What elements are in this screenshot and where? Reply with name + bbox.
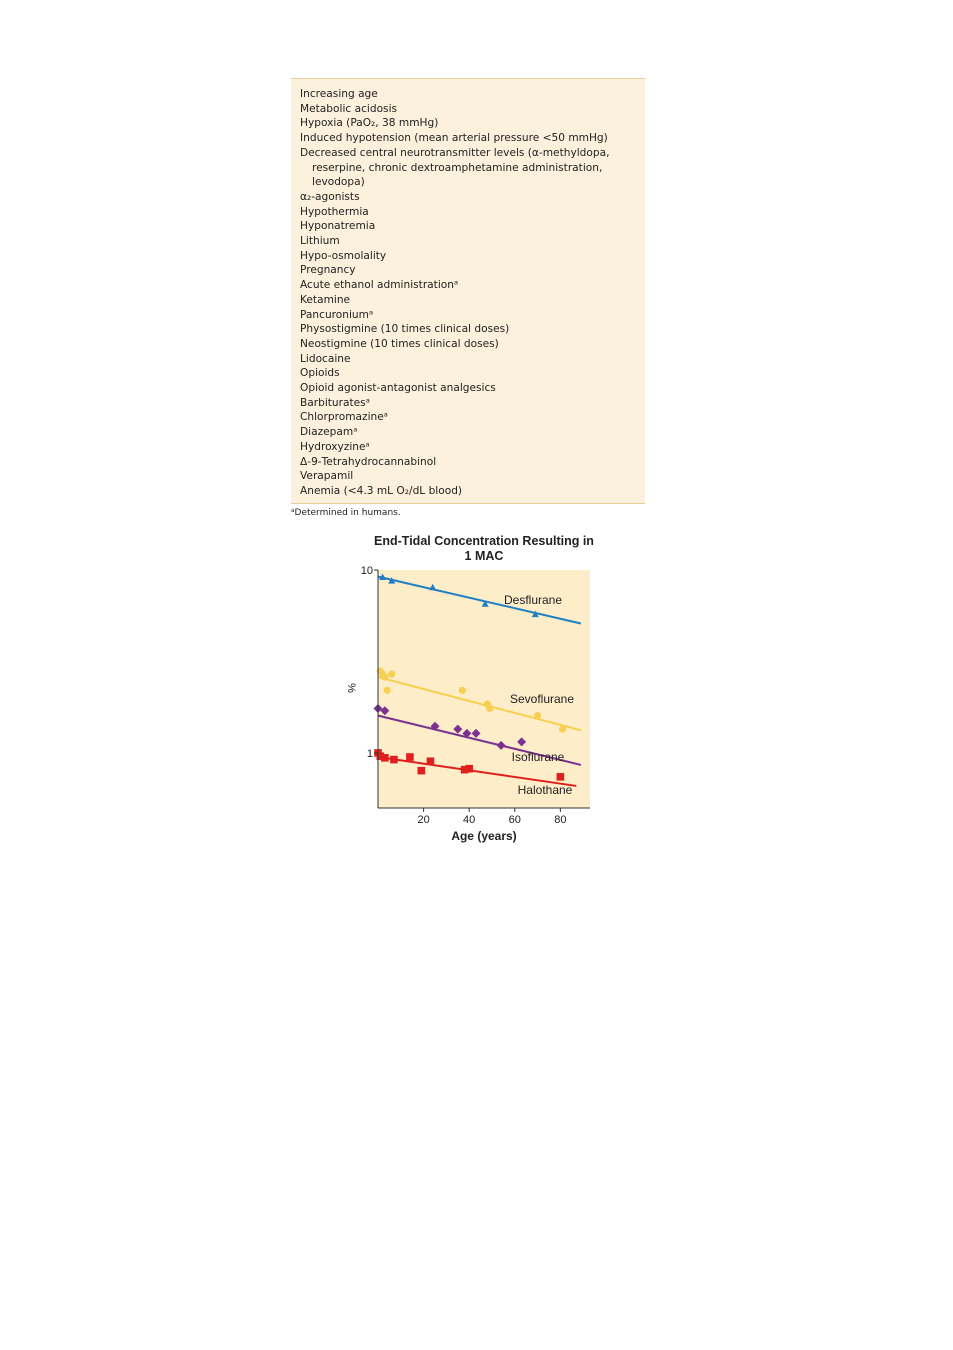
table-item: Chlorpromazineᵃ (300, 411, 388, 424)
halothane-point (557, 773, 565, 781)
desflurane-label: Desflurane (503, 593, 563, 607)
halothane-point (418, 767, 426, 775)
table-item: Hydroxyzineᵃ (300, 440, 370, 453)
mac-age-chart (330, 530, 620, 850)
table-item: Increasing age (300, 88, 378, 100)
table-item: Verapamil (300, 470, 354, 483)
x-tick-label: 80 (554, 814, 567, 826)
table-item: Hypoxia (PaO₂, 38 mmHg) (300, 117, 439, 130)
table-item: Pregnancy (300, 264, 356, 277)
factors-list (300, 87, 609, 499)
halothane-point (390, 756, 398, 764)
halothane-point (406, 753, 414, 761)
table-item: Diazepamᵃ (300, 426, 358, 439)
table-item: Pancuroniumᵃ (300, 308, 374, 321)
table-item: Hyponatremia (300, 220, 376, 233)
table-item: α₂-agonists (300, 190, 360, 203)
sevoflurane-point (559, 725, 566, 732)
y-tick-label: 1 (366, 747, 373, 760)
halothane-point (465, 765, 473, 773)
table-item: Lithium (300, 235, 340, 248)
chart-title-line-1: End-Tidal Concentration Resulting in (374, 534, 594, 548)
factors-table (291, 78, 645, 504)
sevoflurane-point (381, 673, 388, 680)
table-item: Decreased central neurotransmitter levels (α-methyldopa, (300, 146, 610, 159)
halothane-label: Halothane (517, 783, 573, 797)
table-item: Induced hypotension (mean arterial pressure <50 mmHg) (300, 132, 608, 145)
table-item: Barbituratesᵃ (300, 396, 370, 409)
sevoflurane-point (534, 712, 541, 719)
isoflurane-label: Isoflurane (511, 750, 565, 764)
table-item: Δ-9-Tetrahydrocannabinol (300, 455, 437, 468)
y-axis-label: % (345, 683, 357, 693)
table-item: levodopa) (312, 176, 365, 189)
sevoflurane-point (388, 670, 395, 677)
table-item: Metabolic acidosis (300, 102, 398, 115)
sevoflurane-point (486, 705, 493, 712)
table-item: Ketamine (300, 293, 351, 306)
sevoflurane-label: Sevoflurane (509, 692, 575, 706)
y-tick-label: 10 (360, 565, 373, 577)
sevoflurane-point (459, 687, 466, 694)
table-item: Hypo-osmolality (300, 249, 387, 262)
table-item: Acute ethanol administrationᵃ (300, 279, 459, 292)
table-item: Hypothermia (300, 205, 369, 218)
x-axis-label: Age (years) (451, 829, 517, 843)
sevoflurane-point (384, 687, 391, 694)
table-footnote: ᵃDetermined in humans. (291, 508, 401, 518)
table-item: reserpine, chronic dextroamphetamine administration, (312, 161, 603, 174)
x-tick-label: 20 (417, 814, 430, 826)
table-item: Opioid agonist-antagonist analgesics (300, 382, 496, 395)
x-tick-label: 40 (463, 814, 476, 826)
table-item: Neostigmine (10 times clinical doses) (300, 337, 499, 350)
table-item: Lidocaine (300, 352, 351, 365)
halothane-point (381, 754, 389, 762)
halothane-point (427, 758, 435, 766)
table-item: Anemia (<4.3 mL O₂/dL blood) (300, 484, 463, 497)
table-item: Physostigmine (10 times clinical doses) (300, 323, 510, 336)
chart-title-line-2: 1 MAC (464, 549, 504, 563)
table-item: Opioids (300, 367, 340, 380)
x-tick-label: 60 (508, 814, 521, 826)
